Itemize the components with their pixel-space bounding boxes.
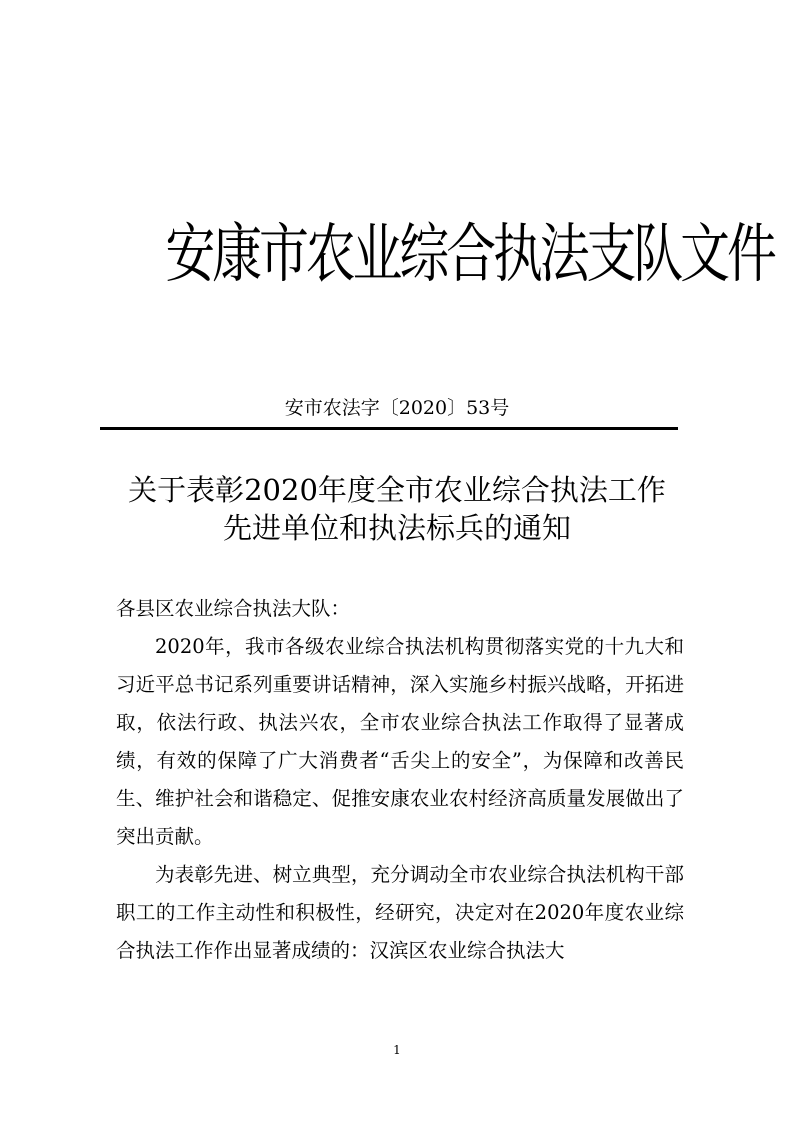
document-title — [100, 471, 694, 547]
issuing-authority-header: 安康市农业综合执法支队文件 — [165, 218, 774, 292]
document-title-line-2: 先进单位和执法标兵的通知 — [222, 511, 571, 545]
page-number: 1 — [393, 1043, 401, 1057]
body-paragraph-1: 2020年，我市各级农业综合执法机构贯彻落实党的十九大和习近平总书记系列重要讲话精神，深入实施乡村振兴战略，开拓进取，依法行政、执法兴农，全市农业综合执法工作取得了显著成绩，有效的保障了广大消费者“舌尖上的安全”，为保障和改善民生、维护社会和谐稳定、促推安康农业农村经济高质量发展做出了突出贡献。 — [116, 635, 684, 848]
document-body — [116, 590, 684, 970]
salutation: 各县区农业综合执法大队： — [116, 597, 351, 620]
document-number: 安市农法字〔2020〕53号 — [284, 397, 510, 419]
body-paragraph-2: 为表彰先进、树立典型，充分调动全市农业综合执法机构干部职工的工作主动性和积极性，经研究，决定对在2020年度农业综合执法工作作出显著成绩的：汉滨区农业综合执法大 — [116, 863, 684, 962]
document-title-line-1: 关于表彰2020年度全市农业综合执法工作 — [128, 473, 666, 507]
header-divider — [100, 427, 678, 430]
